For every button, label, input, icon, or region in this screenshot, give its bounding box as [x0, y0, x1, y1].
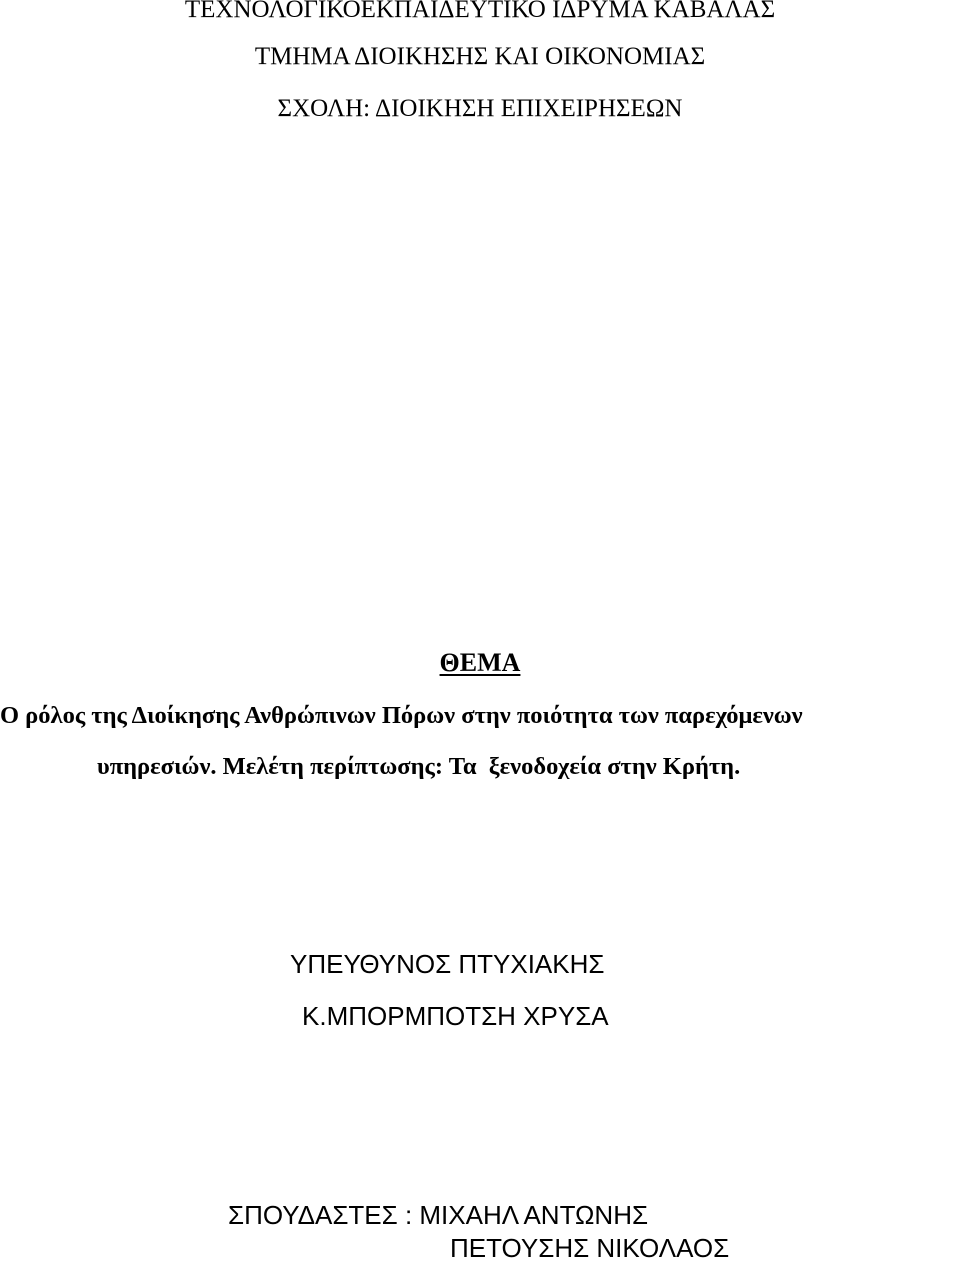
thesis-title-line-2: υπηρεσιών. Μελέτη περίπτωσης: Τα ξενοδοχεία στην Κρήτη. — [97, 753, 741, 780]
thesis-title-line-1: Ο ρόλος της Διοίκησης Ανθρώπινων Πόρων στην ποιότητα των παρεχόμενων — [0, 702, 803, 729]
school-name: ΣΧΟΛΗ: ΔΙΟΙΚΗΣΗ ΕΠΙΧΕΙΡΗΣΕΩΝ — [277, 95, 683, 122]
students-line-1: ΣΠΟΥΔΑΣΤΕΣ : ΜΙΧΑΗΛ ΑΝΤΩΝΗΣ — [228, 1200, 649, 1230]
department-name: ΤΜΗΜΑ ΔΙΟΙΚΗΣΗΣ ΚΑΙ ΟΙΚΟΝΟΜΙΑΣ — [254, 43, 706, 70]
supervisor-label: ΥΠΕΥΘΥΝΟΣ ΠΤΥΧΙΑΚΗΣ — [290, 949, 605, 979]
supervisor-name: Κ.ΜΠΟΡΜΠΟΤΣΗ ΧΡΥΣΑ — [302, 1001, 609, 1031]
students-line-2: ΠΕΤΟΥΣΗΣ ΝΙΚΟΛΑΟΣ — [450, 1233, 730, 1263]
institution-name: ΤΕΧΝΟΛΟΓΙΚΟΕΚΠΑΙΔΕΥΤΙΚΟ ΙΔΡΥΜΑ ΚΑΒΑΛΑΣ — [184, 0, 776, 23]
theme-label: ΘΕΜΑ — [439, 648, 521, 677]
